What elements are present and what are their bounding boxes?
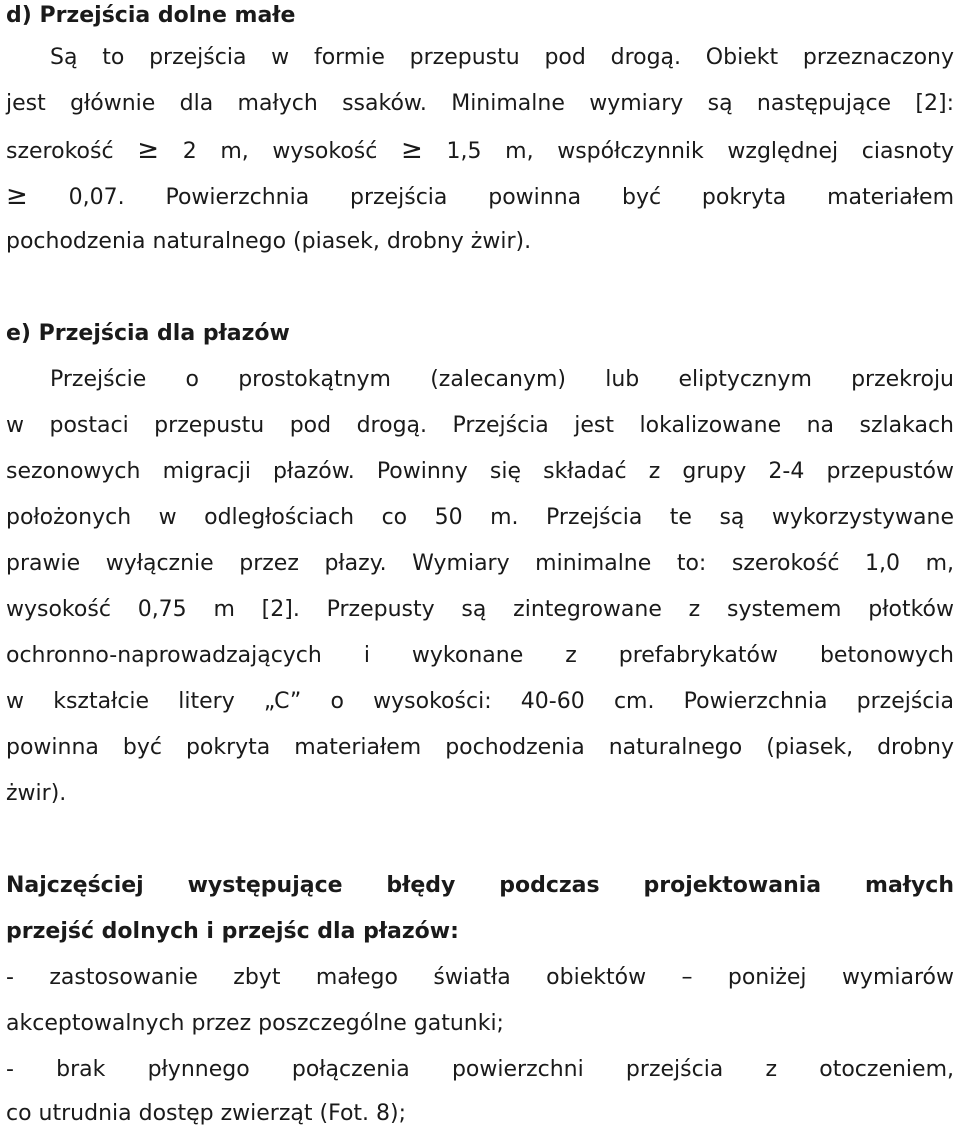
section-e-line-6: wysokość 0,75 m [2]. Przepusty są zintegrowane z systemem płotków (6, 597, 954, 622)
section-e-line-10: żwir). (6, 781, 67, 806)
greater-equal-symbol: ≥ (401, 135, 423, 165)
errors-item-1-line-2: akceptowalnych przez poszczególne gatunki; (6, 1011, 504, 1036)
section-d-line-3-mid: 2 m, wysokość (182, 139, 378, 164)
section-e-line-9: powinna być pokryta materiałem pochodzenia naturalnego (piasek, drobny (6, 735, 954, 760)
section-d-line-5: pochodzenia naturalnego (piasek, drobny żwir). (6, 229, 532, 254)
greater-equal-symbol: ≥ (137, 135, 160, 165)
section-d-line-2: jest głównie dla małych ssaków. Minimalne wymiary są następujące [2]: (6, 91, 954, 116)
section-e-line-8: w kształcie litery „C” o wysokości: 40-60 cm. Powierzchnia przejścia (6, 689, 954, 714)
section-e-line-4: położonych w odległościach co 50 m. Przejścia te są wykorzystywane (6, 505, 954, 530)
errors-heading-line-2: przejść dolnych i przejśc dla płazów: (6, 919, 459, 944)
errors-item-2-line-1: - brak płynnego połączenia powierzchni przejścia z otoczeniem, (6, 1057, 954, 1082)
section-e-line-3: sezonowych migracji płazów. Powinny się składać z grupy 2-4 przepustów (6, 459, 954, 484)
section-d-heading: d) Przejścia dolne małe (6, 3, 296, 28)
greater-equal-symbol: ≥ (6, 181, 28, 211)
section-e-line-7: ochronno-naprowadzających i wykonane z prefabrykatów betonowych (6, 643, 954, 668)
section-e-line-1: Przejście o prostokątnym (zalecanym) lub eliptycznym przekroju (50, 367, 954, 392)
section-d-line-4-text: 0,07. Powierzchnia przejścia powinna być pokryta materiałem (68, 185, 954, 210)
section-d-line-3 (6, 134, 954, 166)
section-d-line-3-post: 1,5 m, współczynnik względnej ciasnoty (446, 139, 954, 164)
section-d-line-4 (6, 180, 954, 212)
errors-item-2-line-2: co utrudnia dostęp zwierząt (Fot. 8); (6, 1101, 407, 1126)
section-d-line-3-pre: szerokość (6, 139, 114, 164)
section-e-heading: e) Przejścia dla płazów (6, 321, 290, 346)
section-d-line-1: Są to przejścia w formie przepustu pod drogą. Obiekt przeznaczony (50, 45, 954, 70)
section-e-line-5: prawie wyłącznie przez płazy. Wymiary minimalne to: szerokość 1,0 m, (6, 551, 954, 576)
errors-heading-line-1: Najczęściej występujące błędy podczas projektowania małych (6, 873, 954, 898)
section-e-line-2: w postaci przepustu pod drogą. Przejścia jest lokalizowane na szlakach (6, 413, 954, 438)
errors-item-1-line-1: - zastosowanie zbyt małego światła obiektów – poniżej wymiarów (6, 965, 954, 990)
